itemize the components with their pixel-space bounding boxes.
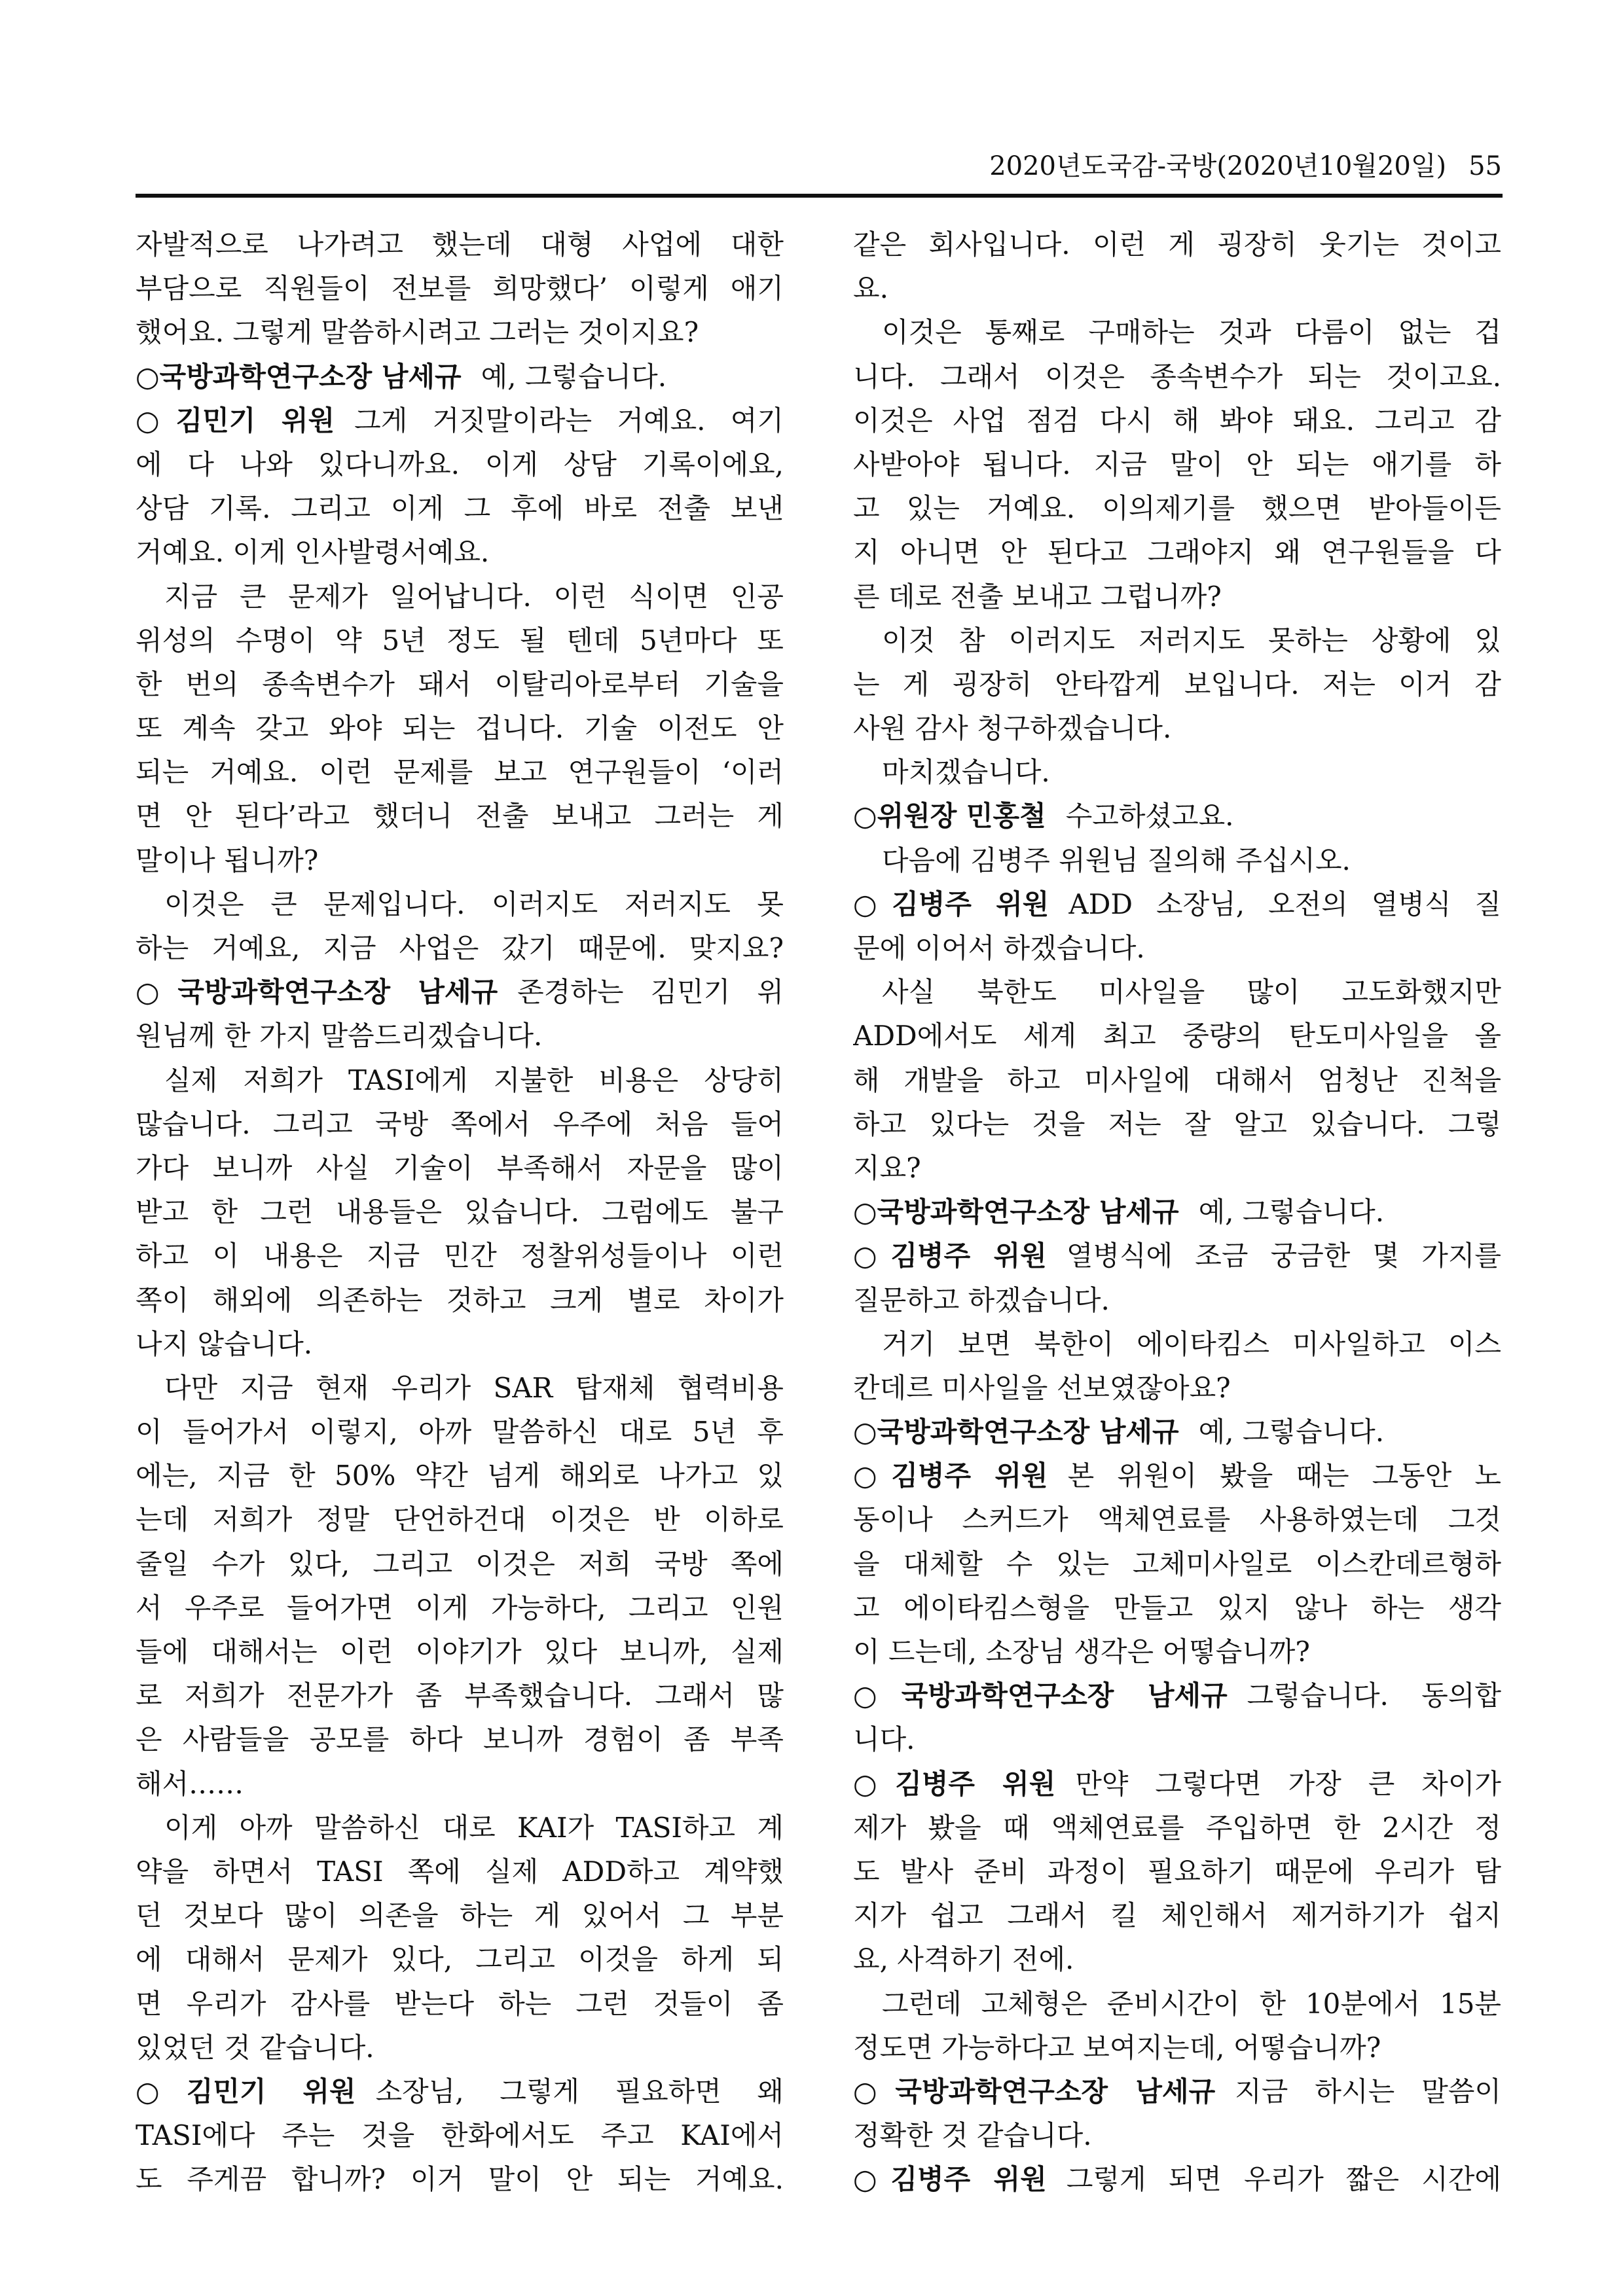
line-text: 줄일 수가 있다, 그리고 이것은 저희 국방 쪽에 (136, 1547, 784, 1580)
text-line (136, 1586, 784, 1630)
speaker-line (853, 2070, 1501, 2113)
speaker-line (853, 1762, 1501, 1806)
text-line (853, 1982, 1501, 2026)
line-text: 되는 거예요. 이런 문제를 보고 연구원들이 ‘이러 (136, 756, 784, 789)
line-text: 는 게 굉장히 안타깝게 보입니다. 저는 이거 감 (853, 668, 1501, 700)
line-text: 던 것보다 많이 의존을 하는 게 있어서 그 부분 (136, 1899, 784, 1932)
line-text: 약을 하면서 TASI 쪽에 실제 ADD하고 계약했 (136, 1855, 784, 1888)
line-text: 수고하셨고요. (1065, 800, 1234, 833)
line-text: 소장님, 그렇게 필요하면 왜 (375, 2075, 784, 2108)
text-line (853, 2113, 1501, 2157)
line-text: 에 대해서 문제가 있다, 그리고 이것을 하게 되 (136, 1943, 784, 1976)
line-text: 면 우리가 감사를 받는다 하는 그런 것들이 좀 (136, 1987, 784, 2020)
header-rule (136, 194, 1503, 198)
line-text: 거기 보면 북한이 에이타킴스 미사일하고 이스 (882, 1327, 1501, 1360)
line-text: 에는, 지금 한 50% 약간 넘게 해외로 나가고 있 (136, 1460, 784, 1492)
speaker-name: ○국방과학연구소장 남세규 (853, 1416, 1179, 1448)
line-text: 로 저희가 전문가가 좀 부족했습니다. 그래서 많 (136, 1679, 784, 1712)
text-line (136, 2113, 784, 2157)
line-text: 열병식에 조금 궁금한 몇 가지를 (1066, 1240, 1501, 1272)
text-line (853, 1102, 1501, 1146)
speaker-name: ○국방과학연구소장 남세규 (853, 2075, 1216, 2108)
text-line (853, 1278, 1501, 1322)
line-text: 있었던 것 같습니다. (136, 2031, 374, 2064)
line-text: 또 계속 갖고 와야 되는 겁니다. 기술 이전도 안 (136, 712, 784, 745)
line-text: 요. (853, 272, 888, 305)
speaker-name: ○국방과학연구소장 남세규 (136, 360, 462, 393)
speaker-line (853, 1190, 1501, 1234)
line-text: 도 발사 준비 과정이 필요하기 때문에 우리가 탐 (853, 1855, 1501, 1888)
text-line (853, 1893, 1501, 1937)
text-line (136, 1190, 784, 1234)
text-line (136, 1454, 784, 1498)
line-text: 그게 거짓말이라는 거예요. 여기 (354, 404, 784, 437)
text-line (136, 838, 784, 882)
line-text: 동이나 스커드가 액체연료를 사용하였는데 그것 (853, 1503, 1501, 1536)
speaker-name: ○국방과학연구소장 남세규 (853, 1679, 1228, 1712)
line-text: 나지 않습니다. (136, 1327, 313, 1360)
line-text: 른 데로 전출 보내고 그럽니까? (853, 580, 1222, 613)
line-text: 서 우주로 들어가면 이게 가능하다, 그리고 인원 (136, 1591, 784, 1624)
line-text: 마치겠습니다. (882, 756, 1050, 789)
line-text: ADD에서도 세계 최고 중량의 탄도미사일을 올 (853, 1020, 1501, 1052)
text-line (853, 1366, 1501, 1410)
line-text: 정도면 가능하다고 보여지는데, 어떻습니까? (853, 2031, 1381, 2064)
speaker-line (136, 970, 784, 1014)
text-line (136, 1014, 784, 1058)
speaker-line (136, 399, 784, 442)
line-text: 실제 저희가 TASI에게 지불한 비용은 상당히 (164, 1064, 784, 1096)
line-text: 하고 이 내용은 지금 민간 정찰위성들이나 이런 (136, 1240, 784, 1272)
line-text: 예, 그렇습니다. (481, 360, 667, 393)
text-line (853, 310, 1501, 354)
text-line (136, 619, 784, 662)
speaker-name: ○김병주 위원 (853, 888, 1049, 920)
text-line (136, 530, 784, 574)
line-text: 예, 그렇습니다. (1198, 1196, 1385, 1229)
page-number: 55 (1468, 151, 1502, 181)
text-line (853, 1937, 1501, 1981)
line-text: ADD 소장님, 오전의 열병식 질 (1068, 888, 1501, 920)
line-text: 만약 그렇다면 가장 큰 차이가 (1075, 1767, 1501, 1800)
text-line (853, 1014, 1501, 1058)
text-line (136, 794, 784, 838)
line-text: 정확한 것 같습니다. (853, 2119, 1092, 2152)
text-line (136, 1146, 784, 1190)
text-line (853, 838, 1501, 882)
text-line (853, 442, 1501, 486)
text-line (136, 223, 784, 266)
text-line (136, 1762, 784, 1806)
line-text: 니다. 그래서 이것은 종속변수가 되는 것이고요. (853, 360, 1501, 393)
line-text: 하고 있다는 것을 저는 잘 알고 있습니다. 그렇 (853, 1107, 1501, 1140)
speaker-name: ○김병주 위원 (853, 1767, 1056, 1800)
text-line (136, 575, 784, 619)
line-text: 가다 보니까 사실 기술이 부족해서 자문을 많이 (136, 1151, 784, 1184)
text-line (136, 1937, 784, 1981)
text-line (853, 706, 1501, 750)
line-text: 이것은 큰 문제입니다. 이러지도 저러지도 못 (164, 888, 784, 920)
line-text: 이것은 통째로 구매하는 것과 다름이 없는 겁 (882, 316, 1501, 349)
speaker-line (853, 882, 1501, 926)
line-text: 이것은 사업 점검 다시 해 봐야 돼요. 그리고 감 (853, 404, 1501, 437)
line-text: 제가 봤을 때 액체연료를 주입하면 한 2시간 정 (853, 1811, 1501, 1844)
right-column (853, 223, 1501, 2201)
speaker-name: ○김병주 위원 (853, 1460, 1048, 1492)
speaker-line (136, 355, 784, 399)
text-line (136, 1806, 784, 1850)
text-line (136, 2026, 784, 2070)
line-text: 해 개발을 하고 미사일에 대해서 엄청난 진척을 (853, 1064, 1501, 1096)
speaker-line (853, 2157, 1501, 2201)
line-text: 이게 아까 말씀하신 대로 KAI가 TASI하고 계 (164, 1811, 784, 1844)
text-line (853, 970, 1501, 1014)
line-text: 면 안 된다’라고 했더니 전출 보내고 그러는 게 (136, 800, 784, 833)
text-line (853, 619, 1501, 662)
line-text: 다음에 김병주 위원님 질의해 주십시오. (882, 844, 1351, 876)
line-text: 지금 큰 문제가 일어납니다. 이런 식이면 인공 (164, 580, 784, 613)
line-text: 해서…… (136, 1767, 244, 1800)
text-line (853, 530, 1501, 574)
line-text: 거예요. 이게 인사발령서예요. (136, 536, 490, 569)
text-line (853, 1630, 1501, 1674)
text-line (136, 2157, 784, 2201)
running-header (989, 145, 1502, 183)
text-line (136, 1893, 784, 1937)
speaker-line (853, 794, 1501, 838)
text-line (136, 1278, 784, 1322)
text-line (136, 1058, 784, 1102)
text-line (136, 706, 784, 750)
line-text: 다만 지금 현재 우리가 SAR 탑재체 협력비용 (164, 1371, 784, 1404)
header-title: 2020년도국감-국방(2020년10월20일) (989, 151, 1447, 181)
line-text: 그렇게 되면 우리가 짧은 시간에 (1066, 2163, 1501, 2196)
speaker-line (853, 1454, 1501, 1498)
line-text: 하는 거예요, 지금 사업은 갔기 때문에. 맞지요? (136, 932, 784, 964)
line-text: 니다. (853, 1723, 915, 1756)
speaker-line (853, 1234, 1501, 1278)
line-text: 칸데르 미사일을 선보였잖아요? (853, 1371, 1231, 1404)
text-line (136, 1982, 784, 2026)
line-text: 지가 쉽고 그래서 킬 체인해서 제거하기가 쉽지 (853, 1899, 1501, 1932)
text-line (853, 750, 1501, 794)
text-line (136, 1322, 784, 1366)
line-text: TASI에다 주는 것을 한화에서도 주고 KAI에서 (136, 2119, 784, 2152)
line-text: 사원 감사 청구하겠습니다. (853, 712, 1172, 745)
text-line (853, 1322, 1501, 1366)
text-line (853, 662, 1501, 706)
line-text: 상담 기록. 그리고 이게 그 후에 바로 전출 보낸 (136, 492, 784, 525)
line-text: 사받아야 됩니다. 지금 말이 안 되는 애기를 하 (853, 448, 1501, 480)
line-text: 지요? (853, 1151, 921, 1184)
text-line (853, 1498, 1501, 1541)
left-column (136, 223, 784, 2201)
line-text: 요, 사격하기 전에. (853, 1943, 1074, 1976)
text-line (853, 1586, 1501, 1630)
text-line (853, 1850, 1501, 1893)
line-text: 이것 참 이러지도 저러지도 못하는 상황에 있 (882, 624, 1501, 656)
line-text: 자발적으로 나가려고 했는데 대형 사업에 대한 (136, 228, 784, 260)
text-line (136, 662, 784, 706)
text-line (136, 310, 784, 354)
text-line (853, 399, 1501, 442)
line-text: 말이나 됩니까? (136, 844, 319, 876)
text-line (853, 575, 1501, 619)
line-text: 존경하는 김민기 위 (517, 976, 784, 1009)
text-line (136, 882, 784, 926)
line-text: 많습니다. 그리고 국방 쪽에서 우주에 처음 들어 (136, 1107, 784, 1140)
text-line (136, 1674, 784, 1717)
speaker-name: ○국방과학연구소장 남세규 (853, 1196, 1179, 1229)
text-line (136, 1234, 784, 1278)
text-line (136, 1630, 784, 1674)
text-line (853, 355, 1501, 399)
line-text: 지금 하시는 말씀이 (1235, 2075, 1501, 2108)
line-text: 사실 북한도 미사일을 많이 고도화했지만 (882, 976, 1501, 1009)
speaker-name: ○김병주 위원 (853, 1240, 1047, 1272)
speaker-name: ○위원장 민홍철 (853, 800, 1046, 833)
text-line (136, 1410, 784, 1454)
line-text: 이 들어가서 이렇지, 아까 말씀하신 대로 5년 후 (136, 1416, 784, 1448)
text-line (853, 223, 1501, 266)
text-line (136, 442, 784, 486)
text-line (853, 1542, 1501, 1586)
text-line (136, 926, 784, 970)
text-line (853, 486, 1501, 530)
line-text: 은 사람들을 공모를 하다 보니까 경험이 좀 부족 (136, 1723, 784, 1756)
text-line (136, 486, 784, 530)
line-text: 원님께 한 가지 말씀드리겠습니다. (136, 1020, 543, 1052)
text-line (136, 750, 784, 794)
line-text: 고 있는 거예요. 이의제기를 했으면 받아들이든 (853, 492, 1501, 525)
line-text: 받고 한 그런 내용들은 있습니다. 그럼에도 불구 (136, 1196, 784, 1229)
line-text: 위성의 수명이 약 5년 정도 될 텐데 5년마다 또 (136, 624, 784, 656)
line-text: 같은 회사입니다. 이런 게 굉장히 웃기는 것이고 (853, 228, 1501, 260)
line-text: 에 다 나와 있다니까요. 이게 상담 기록이에요, (136, 448, 784, 480)
text-line (853, 1146, 1501, 1190)
text-line (853, 1806, 1501, 1850)
speaker-line (853, 1410, 1501, 1454)
speaker-name: ○김민기 위원 (136, 2075, 356, 2108)
speaker-line (136, 2070, 784, 2113)
text-line (136, 1366, 784, 1410)
text-line (136, 1542, 784, 1586)
text-line (136, 266, 784, 310)
speaker-name: ○김민기 위원 (136, 404, 335, 437)
line-text: 도 주게끔 합니까? 이거 말이 안 되는 거예요. (136, 2163, 784, 2196)
line-text: 는데 저희가 정말 단언하건대 이것은 반 이하로 (136, 1503, 784, 1536)
text-line (136, 1102, 784, 1146)
line-text: 질문하고 하겠습니다. (853, 1283, 1110, 1316)
text-line (136, 1498, 784, 1541)
speaker-name: ○국방과학연구소장 남세규 (136, 976, 498, 1009)
speaker-name: ○김병주 위원 (853, 2163, 1047, 2196)
line-text: 지 아니면 안 된다고 그래야지 왜 연구원들을 다 (853, 536, 1501, 569)
line-text: 들에 대해서는 이런 이야기가 있다 보니까, 실제 (136, 1636, 784, 1668)
text-line (853, 266, 1501, 310)
text-line (853, 1058, 1501, 1102)
line-text: 본 위원이 봤을 때는 그동안 노 (1067, 1460, 1501, 1492)
text-line (136, 1717, 784, 1761)
line-text: 예, 그렇습니다. (1198, 1416, 1385, 1448)
line-text: 쪽이 해외에 의존하는 것하고 크게 별로 차이가 (136, 1283, 784, 1316)
text-line (853, 926, 1501, 970)
line-text: 그런데 고체형은 준비시간이 한 10분에서 15분 (882, 1987, 1501, 2020)
line-text: 을 대체할 수 있는 고체미사일로 이스칸데르형하 (853, 1547, 1501, 1580)
line-text: 한 번의 종속변수가 돼서 이탈리아로부터 기술을 (136, 668, 784, 700)
line-text: 문에 이어서 하겠습니다. (853, 932, 1145, 964)
text-line (136, 1850, 784, 1893)
line-text: 했어요. 그렇게 말씀하시려고 그러는 것이지요? (136, 316, 699, 349)
line-text: 부담으로 직원들이 전보를 희망했다’ 이렇게 애기 (136, 272, 784, 305)
speaker-line (853, 1674, 1501, 1717)
line-text: 이 드는데, 소장님 생각은 어떻습니까? (853, 1636, 1310, 1668)
text-line (853, 1717, 1501, 1761)
text-line (853, 2026, 1501, 2070)
line-text: 그렇습니다. 동의합 (1247, 1679, 1501, 1712)
line-text: 고 에이타킴스형을 만들고 있지 않나 하는 생각 (853, 1591, 1501, 1624)
